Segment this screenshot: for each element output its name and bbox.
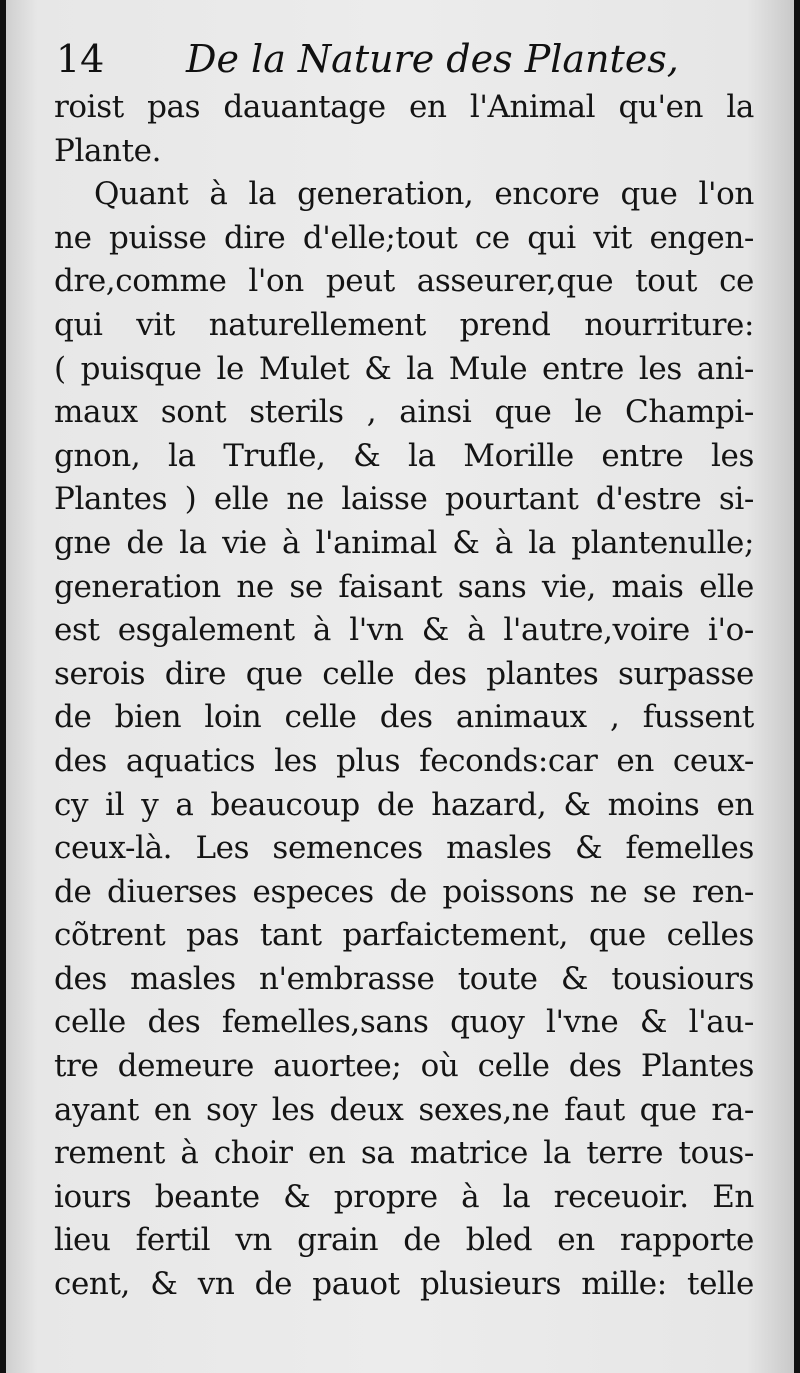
text-line: Plante. xyxy=(54,132,162,169)
book-page xyxy=(6,0,794,1373)
text-line: qui vit naturellement prend nourriture: xyxy=(54,306,754,343)
running-title: De la Nature des Plantes, xyxy=(186,37,679,81)
text-line: ( puisque le Mulet & la Mule entre les ani- xyxy=(54,350,754,387)
text-line: gne de la vie à l'animal & à la plantenulle; xyxy=(54,524,754,561)
text-line: tre demeure auortee; où celle des Plantes xyxy=(54,1048,754,1085)
text-line: celle des femelles,sans quoy l'vne & l'au- xyxy=(54,1004,754,1041)
text-line: cy il y a beaucoup de hazard, & moins en xyxy=(54,786,754,823)
text-line: est esgalement à l'vn & à l'autre,voire i'o- xyxy=(54,612,754,649)
text-line: cõtrent pas tant parfaictement, que celles xyxy=(54,917,754,954)
page-header xyxy=(56,34,764,84)
text-line: serois dire que celle des plantes surpasse xyxy=(54,655,754,692)
text-line: ayant en soy les deux sexes,ne faut que ra- xyxy=(54,1091,754,1128)
text-line: de bien loin celle des animaux , fussent xyxy=(54,699,754,736)
text-line: rement à choir en sa matrice la terre tous- xyxy=(54,1135,754,1172)
text-line: roist pas dauantage en l'Animal qu'en la xyxy=(54,89,754,125)
text-line: iours beante & propre à la receuoir. En xyxy=(54,1178,754,1215)
text-line: de diuerses especes de poissons ne se ren- xyxy=(54,873,754,910)
text-line: dre,comme l'on peut asseurer,que tout ce xyxy=(54,263,754,300)
text-line: ceux-là. Les semences masles & femelles xyxy=(54,830,754,867)
text-line: des masles n'embrasse toute & tousiours xyxy=(54,960,754,997)
page-number: 14 xyxy=(56,37,105,81)
body-text xyxy=(54,86,754,1307)
text-line: maux sont sterils , ainsi que le Champi- xyxy=(54,394,754,431)
text-line: ne puisse dire d'elle;tout ce qui vit engen- xyxy=(54,219,754,256)
text-line: generation ne se faisant sans vie, mais elle xyxy=(54,568,754,605)
text-line: des aquatics les plus feconds:car en ceux- xyxy=(54,742,754,779)
text-line: Quant à la generation, encore que l'on xyxy=(94,176,754,213)
text-line: cent, & vn de pauot plusieurs mille: telle xyxy=(54,1266,754,1303)
text-line: lieu fertil vn grain de bled en rapporte xyxy=(54,1222,754,1259)
text-line: Plantes ) elle ne laisse pourtant d'estre si- xyxy=(54,481,754,518)
text-line: gnon, la Trufle, & la Morille entre les xyxy=(54,437,754,474)
